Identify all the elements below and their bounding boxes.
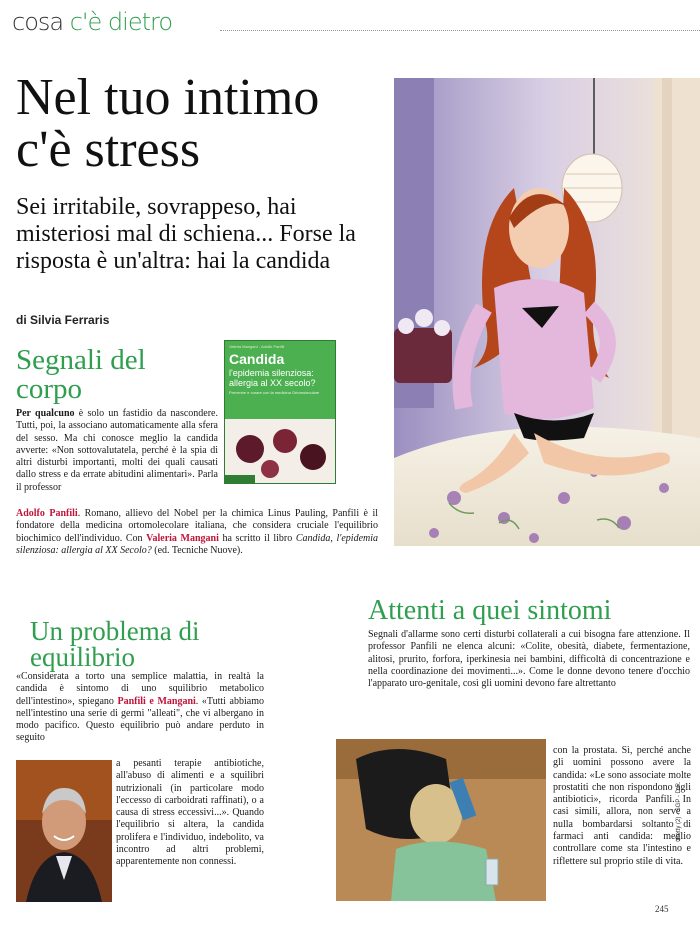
paragraph-text: «Considerata a torto una semplice malattia, in realtà la candida è sintomo di uno squilibrio metabolico dell'intestino», spiegano: [16, 671, 264, 707]
book-intro-text: ha scritto il libro: [222, 532, 293, 544]
drinking-svg: [336, 739, 546, 901]
section1-paragraph1: [16, 408, 218, 494]
publisher-text: (ed. Tecniche Nuove).: [154, 544, 243, 556]
article-title: Nel tuo intimo c'è stress: [16, 69, 320, 178]
section2-paragraph2: [116, 758, 264, 869]
photo-credit: Getty (2) - SGP - D.R.: [676, 781, 682, 840]
drinking-illustration: [336, 739, 546, 901]
person-name: Valeria Mangani: [146, 532, 219, 544]
section-heading: Segnali del corpo: [16, 344, 146, 405]
byline: di Silvia Ferraris: [16, 313, 110, 327]
section2-paragraph1: [16, 671, 264, 745]
portrait-svg: [16, 760, 112, 902]
book-title-ref: Candida, l'epidemia silenziosa: allergia al XX Secolo?: [16, 532, 379, 556]
person-name: Adolfo Panfili: [16, 508, 78, 519]
paragraph-text: è solo un fastidio da nascondere. Tutti, poi, la associano automaticamente alla sfera del sesso. Ma chi conosce meglio la candida avverte: «Non sottovalutatela, perché è la spia di altri disturbi importanti, molti dei quali causati dallo stress e da errate abitudini alimentari». Parla il professor: [16, 408, 218, 493]
hero-illustration-svg: [394, 78, 700, 546]
portrait-photo: [16, 760, 112, 902]
section1-paragraph2: [16, 508, 378, 557]
paragraph-text: Segnali d'allarme sono certi disturbi collaterali a cui bisogna fare attenzione. Il professor Panfili ne elenca alcuni: «Colite, obesità, diabete, fermentazione, alitosi, prurito, forfora, iperkinesia nei bambini, difficoltà di concentrazione e nella coordinazione dei movimenti...». Come le donne devono tenere d'occhio l'apparato uro-genitale, così gli uomini devono fare altrettanto: [368, 629, 690, 690]
book-tagline: Prevenire e curare con la medicina Ortomolecolare: [229, 390, 320, 395]
section3-paragraph1: [368, 629, 690, 690]
paragraph-text: con la prostata. Sì, perché anche gli uomini possono avere la candida: «Le sono associate molte prostatiti che non rispondono agli antibiotici», ricorda Panfili. In casi simili, allora, non serve a nulla bombardarsi soltanto di farmaci anti candida: meglio controllare come sta l'intestino e riflettere sul proprio stile di vita.: [553, 745, 691, 867]
book-cover: [224, 340, 336, 484]
section-heading: Attenti a quei sintomi: [368, 595, 612, 626]
page-number: 245: [655, 904, 669, 914]
paragraph-text: . «Tutti abbiamo nell'intestino una serie di germi "alleati", che vi albergano in modo pacifico. Questo equilibrio può andare perduto in seguito: [16, 695, 264, 744]
section-heading: Un problema di equilibrio: [30, 616, 200, 672]
book-authors: Valeria Mangani - Adolfo Panfili: [229, 344, 285, 349]
paragraph-text: a pesanti terapie antibiotiche, all'abuso di alimenti e a squilibri nutrizionali (in particolare modo l'eccesso di carboidrati raffinati), o a causa di stress eccessivi...». Quando l'equilibrio si altera, la candida prolifera e l'individuo, indebolito, va incontro ad altri problemi, apparentemente non connessi.: [116, 758, 264, 868]
article-subtitle: Sei irritabile, sovrappeso, hai misteriosi mal di schiena... Forse la risposta è un'altra: hai la candida: [16, 194, 356, 274]
section-header-word2: c'è dietro: [69, 8, 173, 36]
section-header-word1: cosa: [12, 8, 64, 36]
paragraph-text: . Romano, allievo del Nobel per la chimica Linus Pauling, Panfili è il fondatore della medicina ortomolecolare italiana, che considera cruciale l'equilibrio biochimico dell'individuo. Con: [16, 508, 378, 544]
header-divider: [220, 30, 700, 31]
section3-paragraph2: [553, 745, 691, 868]
book-title: Candida: [229, 351, 285, 367]
book-subtitle: l'epidemia silenziosa: allergia al XX secolo?: [229, 368, 316, 388]
hero-illustration: [394, 78, 700, 546]
lead-in: Per qualcuno: [16, 408, 75, 419]
section-header: [12, 8, 172, 36]
person-name: Panfili e Mangani: [117, 695, 196, 707]
book-cover-image: [225, 419, 335, 483]
